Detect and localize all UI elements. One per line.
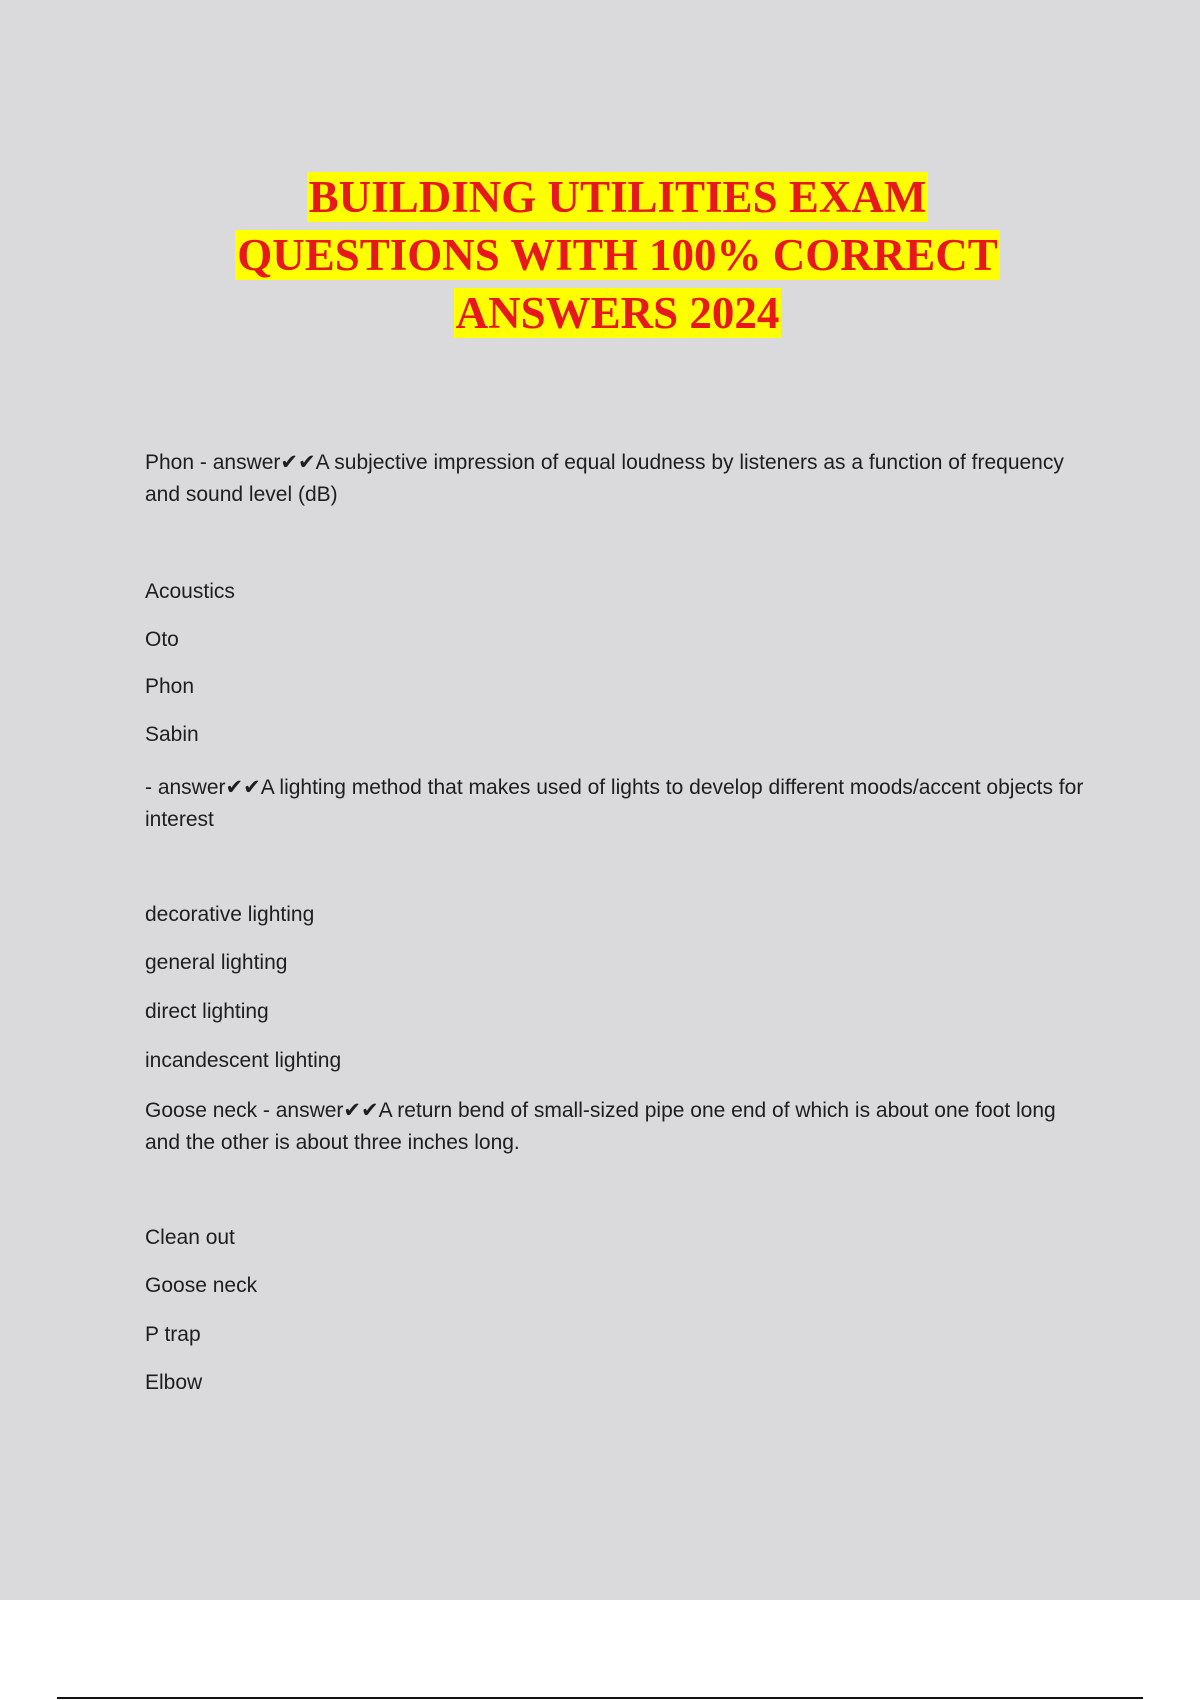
question-1-option-1: Acoustics xyxy=(145,580,235,603)
question-1-option-2: Oto xyxy=(145,628,179,651)
question-2-prompt: - answer✔✔A lighting method that makes used of lights to develop different moods/accent objects for interest xyxy=(145,776,1084,831)
title-line-3: ANSWERS 2024 xyxy=(455,288,780,338)
question-3-option-4: Elbow xyxy=(145,1371,203,1394)
question-1-prompt: Phon - answer✔✔A subjective impression of equal loudness by listeners as a function of frequency and sound level (dB) xyxy=(145,451,1064,506)
question-2-option-1: decorative lighting xyxy=(145,903,315,926)
page-bottom-rule xyxy=(57,1697,1143,1699)
document-title xyxy=(0,168,1200,342)
question-1-option-4: Sabin xyxy=(145,723,199,746)
question-3-option-2: Goose neck xyxy=(145,1274,258,1297)
question-3-prompt: Goose neck - answer✔✔A return bend of small-sized pipe one end of which is about one foot long and the other is about three inches long. xyxy=(145,1099,1056,1154)
question-3-option-1: Clean out xyxy=(145,1226,235,1249)
title-line-2: QUESTIONS WITH 100% CORRECT xyxy=(237,230,998,280)
question-2-option-3: direct lighting xyxy=(145,1000,269,1023)
question-2-option-2: general lighting xyxy=(145,951,288,974)
question-2-option-4: incandescent lighting xyxy=(145,1049,342,1072)
question-1-option-3: Phon xyxy=(145,675,195,698)
question-3-option-3: P trap xyxy=(145,1323,201,1346)
title-line-1: BUILDING UTILITIES EXAM xyxy=(308,172,927,222)
